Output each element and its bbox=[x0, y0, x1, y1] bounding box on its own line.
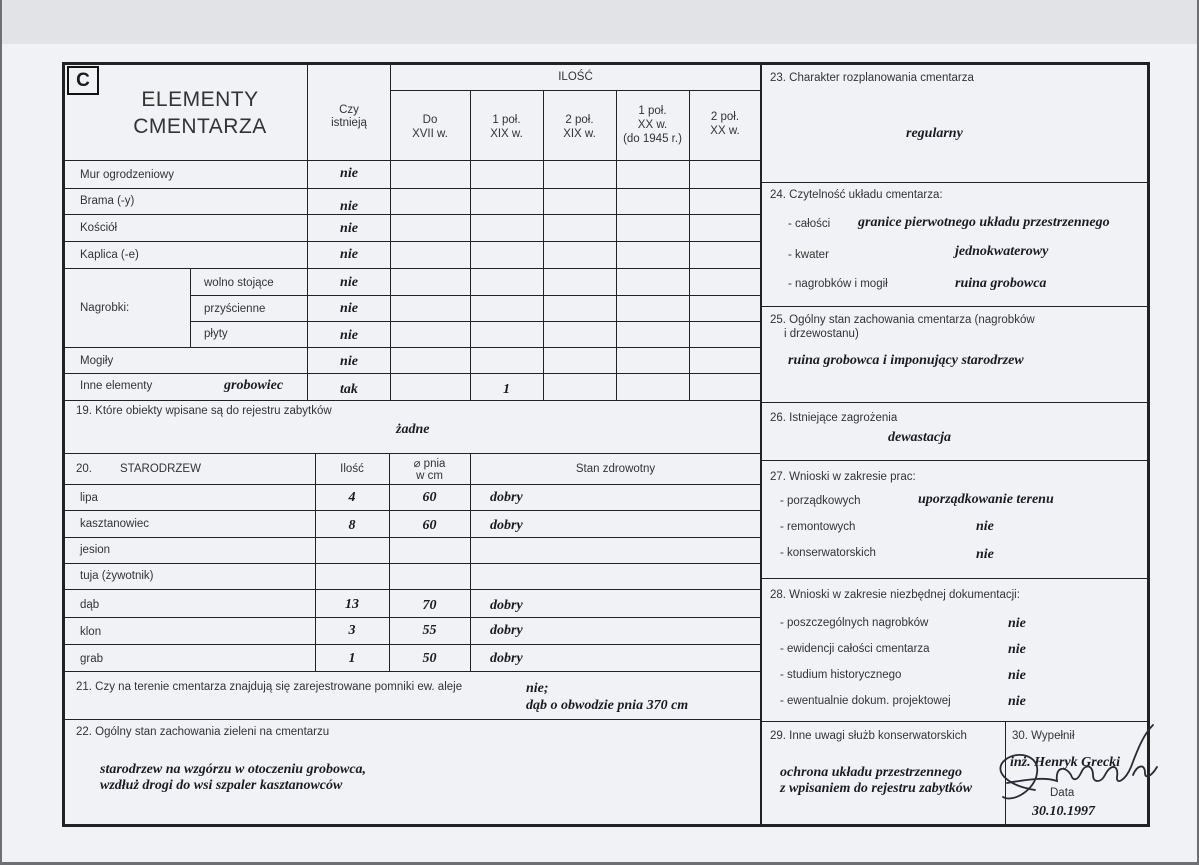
q28-item-value: nie bbox=[1008, 642, 1026, 657]
handwritten-signature bbox=[985, 715, 1170, 810]
q20-title: STARODRZEW bbox=[120, 463, 201, 475]
element-exists-value: nie bbox=[340, 199, 358, 214]
q28-item-label: - ewidencji całości cmentarza bbox=[780, 643, 930, 655]
q27-item-value: nie bbox=[976, 519, 994, 534]
tree-diameter: 50 bbox=[422, 651, 437, 666]
q28-item-value: nie bbox=[1008, 616, 1026, 631]
q28-label: 28. Wnioski w zakresie niezbędnej dokumentacji: bbox=[770, 589, 1020, 601]
elements-title-line2: CMENTARZA bbox=[133, 115, 267, 138]
q27-item-label: - konserwatorskich bbox=[780, 547, 876, 559]
q30-date: 30.10.1997 bbox=[1032, 804, 1095, 819]
element-label: Kaplica (-e) bbox=[80, 249, 139, 261]
q27-item-value: nie bbox=[976, 547, 994, 562]
element-exists-value: nie bbox=[340, 354, 358, 369]
section-letter-box: C bbox=[67, 66, 99, 95]
q25-label-line1: 25. Ogólny stan zachowania cmentarza (nagrobków bbox=[770, 314, 1035, 326]
tree-count: 4 bbox=[348, 490, 356, 505]
q19-answer: żadne bbox=[396, 422, 430, 437]
q26-answer: dewastacja bbox=[888, 430, 951, 445]
elements-title-line1: ELEMENTY bbox=[141, 88, 259, 111]
tree-diameter: 60 bbox=[422, 518, 437, 533]
q23-answer: regularny bbox=[906, 126, 963, 141]
element-label: Mogiły bbox=[80, 355, 114, 367]
period-header-3-line2: XIX w. bbox=[563, 128, 596, 140]
q22-answer-line2: wzdłuż drogi do wsi szpaler kasztanowców bbox=[100, 778, 343, 793]
exists-header-line1: Czy bbox=[339, 104, 359, 116]
q28-item-value: nie bbox=[1008, 694, 1026, 709]
element-label: Brama (-y) bbox=[80, 195, 135, 207]
q27-item-value: uporządkowanie terenu bbox=[918, 492, 1054, 507]
q21-answer-line2: dąb o obwodzie pnia 370 cm bbox=[526, 698, 689, 713]
q28-item-label: - ewentualnie dokum. projektowej bbox=[780, 695, 951, 707]
tree-count: 8 bbox=[348, 518, 356, 533]
tree-diameter: 55 bbox=[422, 623, 437, 638]
q28-item-label: - poszczególnych nagrobków bbox=[780, 617, 929, 629]
q24-item-label: - całości bbox=[788, 218, 831, 230]
q29-answer-line2: z wpisaniem do rejestru zabytków bbox=[780, 781, 973, 796]
tree-name: dąb bbox=[80, 599, 100, 611]
tree-health: dobry bbox=[490, 518, 523, 533]
period-header-1-line1: Do bbox=[422, 114, 438, 126]
q27-item-label: - remontowych bbox=[780, 521, 856, 533]
element-exists-value: nie bbox=[340, 166, 358, 181]
element-label: Inne elementy bbox=[80, 380, 153, 392]
q24-item-value: granice pierwotnego układu przestrzennego bbox=[858, 215, 1110, 230]
q28-item-value: nie bbox=[1008, 668, 1026, 683]
tree-count: 1 bbox=[348, 651, 356, 666]
tree-name: jesion bbox=[80, 544, 111, 556]
q26-label: 26. Istniejące zagrożenia bbox=[770, 412, 898, 424]
period-header-3-line1: 2 poł. bbox=[565, 114, 594, 126]
element-exists-value: nie bbox=[340, 275, 358, 290]
q29-answer-line1: ochrona układu przestrzennego bbox=[780, 765, 963, 780]
q19-label: 19. Które obiekty wpisane są do rejestru zabytków bbox=[76, 405, 332, 417]
q20-number: 20. bbox=[76, 463, 92, 475]
q27-label: 27. Wnioski w zakresie prac: bbox=[770, 471, 916, 483]
q20-count-header: Ilość bbox=[340, 463, 364, 475]
element-exists-value: nie bbox=[340, 221, 358, 236]
tree-health: dobry bbox=[490, 490, 523, 505]
q27-item-label: - porządkowych bbox=[780, 495, 861, 507]
tree-name: grab bbox=[80, 653, 104, 665]
tree-health: dobry bbox=[490, 598, 523, 613]
tree-diameter: 60 bbox=[422, 490, 437, 505]
element-exists-value: nie bbox=[340, 328, 358, 343]
tree-count: 13 bbox=[345, 597, 359, 612]
q30-label: 30. Wypełnił bbox=[1012, 730, 1075, 742]
tree-health: dobry bbox=[490, 623, 523, 638]
q24-item-value: ruina grobowca bbox=[955, 276, 1047, 291]
q24-item-value: jednokwaterowy bbox=[955, 244, 1049, 259]
q20-health-header: Stan zdrowotny bbox=[575, 463, 656, 475]
q21-answer-line1: nie; bbox=[526, 681, 549, 696]
q20-diameter-header-line2: w cm bbox=[416, 470, 443, 482]
q22-answer-line1: starodrzew na wzgórzu w otoczeniu grobowca, bbox=[100, 762, 367, 777]
tree-count: 3 bbox=[348, 623, 356, 638]
element-count-value: 1 bbox=[503, 382, 510, 397]
q28-item-label: - studium historycznego bbox=[780, 669, 902, 681]
q24-label: 24. Czytelność układu cmentarza: bbox=[770, 189, 943, 201]
tree-name: lipa bbox=[80, 492, 98, 504]
element-label: Mur ogrodzeniowy bbox=[80, 169, 174, 181]
period-header-1-line2: XVII w. bbox=[412, 128, 448, 140]
element-exists-value: tak bbox=[340, 382, 358, 397]
q20-diameter-header-line1: ⌀ pnia bbox=[413, 458, 446, 470]
element-exists-value: nie bbox=[340, 247, 358, 262]
q24-item-label: - nagrobków i mogił bbox=[788, 278, 888, 290]
period-header-5-line1: 2 poł. bbox=[710, 111, 740, 123]
element-label: Kościół bbox=[80, 222, 118, 234]
period-header-5-line2: XX w. bbox=[710, 125, 740, 137]
element-label: przyścienne bbox=[204, 303, 266, 315]
exists-header-line2: istnieją bbox=[331, 117, 367, 129]
q23-label: 23. Charakter rozplanowania cmentarza bbox=[770, 72, 974, 84]
element-label: płyty bbox=[204, 328, 228, 340]
period-header-2-line2: XIX w. bbox=[490, 128, 523, 140]
tree-name: klon bbox=[80, 626, 102, 638]
element-exists-value: nie bbox=[340, 301, 358, 316]
tree-health: dobry bbox=[490, 651, 523, 666]
q25-label-line2: i drzewostanu) bbox=[784, 328, 859, 340]
q21-label: 21. Czy na terenie cmentarza znajdują się zarejestrowane pomniki ew. aleje bbox=[76, 681, 463, 693]
q22-label: 22. Ogólny stan zachowania zieleni na cmentarzu bbox=[76, 726, 330, 738]
element-detail-value: grobowiec bbox=[224, 378, 284, 393]
period-header-2-line1: 1 poł. bbox=[492, 114, 521, 126]
period-header-4-line3: (do 1945 r.) bbox=[623, 133, 682, 145]
q30-name: inż. Henryk Grecki bbox=[1010, 755, 1121, 770]
element-label: wolno stojące bbox=[204, 277, 274, 289]
q30-date-label: Data bbox=[1050, 787, 1075, 799]
q24-item-label: - kwater bbox=[788, 249, 829, 261]
period-header-4-line2: XX w. bbox=[637, 119, 668, 131]
tree-name: kasztanowiec bbox=[80, 518, 150, 530]
period-header-4-line1: 1 poł. bbox=[638, 105, 667, 117]
q29-label: 29. Inne uwagi służb konserwatorskich bbox=[770, 730, 967, 742]
tree-diameter: 70 bbox=[422, 598, 437, 613]
tree-name: tuja (żywotnik) bbox=[80, 570, 154, 582]
quantity-header: ILOŚĆ bbox=[558, 71, 593, 83]
q25-answer: ruina grobowca i imponujący starodrzew bbox=[788, 353, 1024, 368]
nagrobki-label: Nagrobki: bbox=[80, 302, 130, 314]
scan-top-strip bbox=[2, 0, 1197, 44]
